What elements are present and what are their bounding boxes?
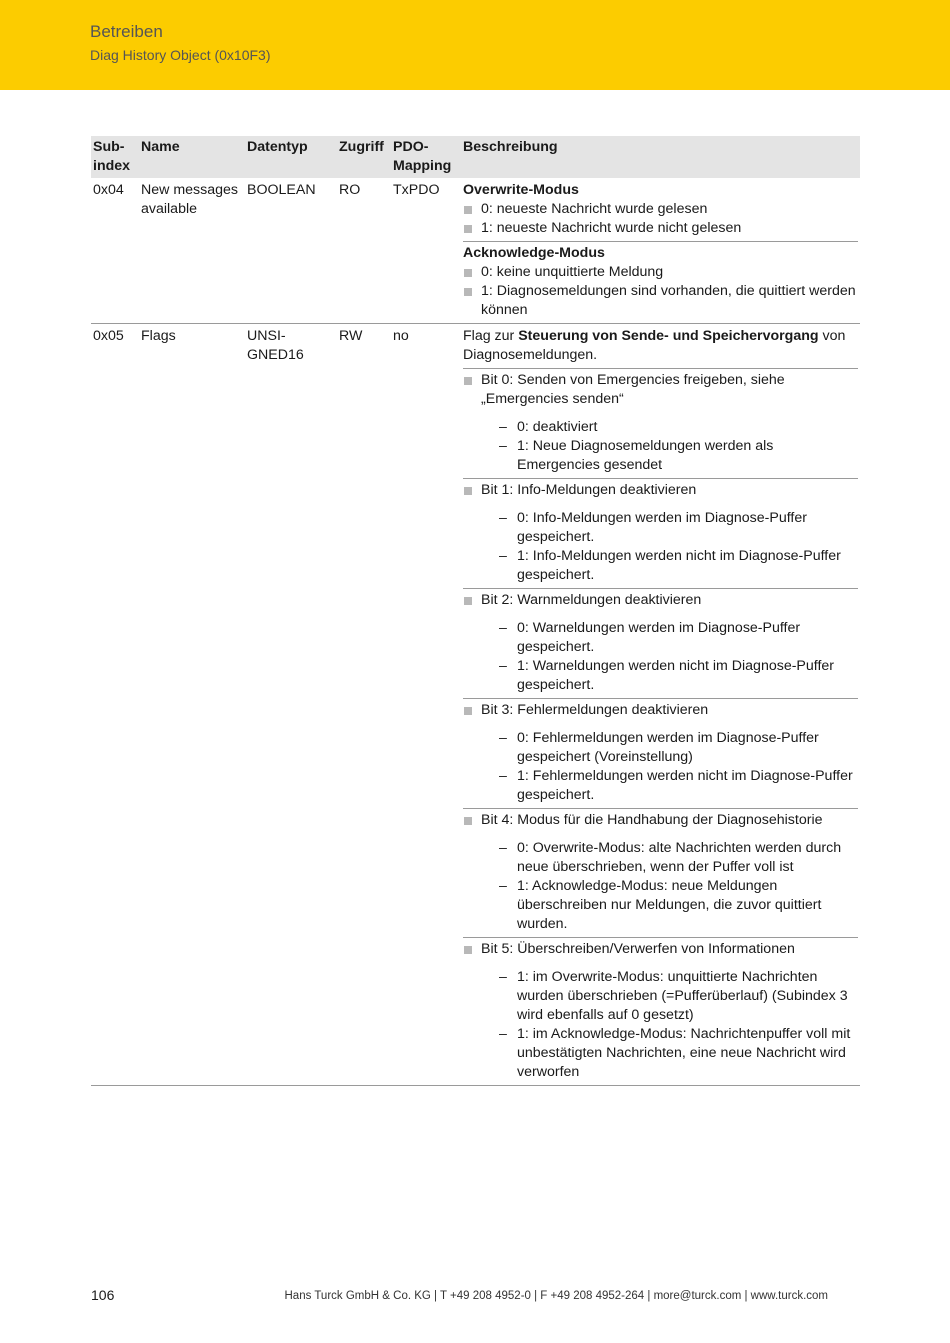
dash-bullet-icon: –	[499, 548, 507, 564]
sub-list-item: – 0: Overwrite-Modus: alte Nachrichten werden durch neue überschrieben, wenn der Puffer voll ist	[499, 840, 842, 875]
header-pdo-mapping: PDO-Mapping	[391, 136, 461, 178]
table-header-row	[91, 136, 860, 178]
list-item: Bit 4: Modus für die Handhabung der Diagnosehistorie	[463, 811, 858, 830]
sub-list-item: – 0: Fehlermeldungen werden im Diagnose-Puffer gespeichert (Voreinstellung)	[499, 730, 819, 765]
dash-bullet-icon: –	[499, 620, 507, 636]
sub-list-item: – 1: Acknowledge-Modus: neue Meldungen überschreiben nur Meldungen, die zuvor quittiert wurden.	[499, 878, 822, 932]
sub-list-item: – 0: Warneldungen werden im Diagnose-Puffer gespeichert.	[499, 620, 801, 655]
header-description: Beschreibung	[461, 136, 860, 178]
cell-name: New messages available	[139, 178, 245, 324]
sub-list-item: – 0: Info-Meldungen werden im Diagnose-Puffer gespeichert.	[499, 510, 807, 545]
desc-bit1	[463, 479, 858, 589]
table-row	[91, 178, 860, 324]
sub-list-item: – 1: im Acknowledge-Modus: Nachrichtenpuffer voll mit unbestätigten Nachrichten, eine neue Nachricht wird verworfen	[499, 1026, 851, 1080]
square-bullet-icon	[464, 377, 472, 385]
square-bullet-icon	[464, 288, 472, 296]
list-item: 0: neueste Nachricht wurde gelesen	[463, 200, 858, 219]
square-bullet-icon	[464, 817, 472, 825]
header-subindex: Sub-index	[91, 136, 139, 178]
list-item: Bit 0: Senden von Emergencies freigeben, siehe „Emergencies senden“	[463, 371, 858, 409]
square-bullet-icon	[464, 707, 472, 715]
list-item: 1: neueste Nachricht wurde nicht gelesen	[463, 219, 858, 238]
cell-pdo: TxPDO	[391, 178, 461, 324]
list-item: Bit 1: Info-Meldungen deaktivieren	[463, 481, 858, 500]
header-name: Name	[139, 136, 245, 178]
desc-intro: Flag zur Steuerung von Sende- und Speichervorgang von Diagnosemeldungen.	[463, 327, 858, 369]
block-heading: Acknowledge-Modus	[463, 245, 605, 261]
cell-subindex: 0x05	[91, 324, 139, 1086]
page-header	[0, 0, 950, 90]
sub-list-item: – 1: Warneldungen werden nicht im Diagnose-Puffer gespeichert.	[499, 658, 835, 693]
dash-bullet-icon: –	[499, 878, 507, 894]
cell-datatype: BOOLEAN	[245, 178, 337, 324]
dash-bullet-icon: –	[499, 1026, 507, 1042]
desc-bit3	[463, 699, 858, 809]
desc-bit2	[463, 589, 858, 699]
dash-bullet-icon: –	[499, 419, 507, 435]
page-number: 106	[91, 1287, 115, 1303]
list-item: 1: Diagnosemeldungen sind vorhanden, die quittiert werden können	[463, 282, 858, 320]
sub-list-item: – 1: Info-Meldungen werden nicht im Diagnose-Puffer gespeichert.	[499, 548, 841, 583]
sub-list-item: – 1: im Overwrite-Modus: unquittierte Nachrichten wurden überschrieben (=Pufferüberlauf) (Subindex 3 wird ebenfalls auf 0 gesetzt)	[499, 969, 848, 1023]
section-title: Diag History Object (0x10F3)	[90, 47, 271, 63]
desc-bit4	[463, 809, 858, 938]
cell-access: RO	[337, 178, 391, 324]
square-bullet-icon	[464, 206, 472, 214]
dash-bullet-icon: –	[499, 438, 507, 454]
desc-block-overwrite	[463, 181, 858, 242]
sub-list-item: – 1: Fehlermeldungen werden nicht im Diagnose-Puffer gespeichert.	[499, 768, 853, 803]
cell-name: Flags	[139, 324, 245, 1086]
desc-bit5	[463, 938, 858, 1085]
list-item: Bit 2: Warnmeldungen deaktivieren	[463, 591, 858, 610]
header-datatype: Datentyp	[245, 136, 337, 178]
block-heading: Overwrite-Modus	[463, 182, 579, 198]
cell-description	[461, 178, 860, 324]
square-bullet-icon	[464, 225, 472, 233]
cell-description	[461, 324, 860, 1086]
dash-bullet-icon: –	[499, 658, 507, 674]
dash-bullet-icon: –	[499, 768, 507, 784]
dash-bullet-icon: –	[499, 969, 507, 985]
cell-datatype: UNSI-GNED16	[245, 324, 337, 1086]
object-table	[91, 136, 860, 1086]
footer-address: Hans Turck GmbH & Co. KG | T +49 208 4952-0 | F +49 208 4952-264 | more@turck.com | www.turck.com	[284, 1290, 828, 1302]
list-item: 0: keine unquittierte Meldung	[463, 263, 858, 282]
chapter-title: Betreiben	[90, 22, 163, 41]
cell-subindex: 0x04	[91, 178, 139, 324]
dash-bullet-icon: –	[499, 730, 507, 746]
square-bullet-icon	[464, 597, 472, 605]
sub-list-item: – 0: deaktiviert	[499, 419, 598, 435]
sub-list-item: – 1: Neue Diagnosemeldungen werden als Emergencies gesendet	[499, 438, 774, 473]
dash-bullet-icon: –	[499, 510, 507, 526]
desc-block-acknowledge	[463, 242, 858, 323]
square-bullet-icon	[464, 946, 472, 954]
cell-pdo: no	[391, 324, 461, 1086]
table-row	[91, 324, 860, 1086]
list-item: Bit 5: Überschreiben/Verwerfen von Informationen	[463, 940, 858, 959]
cell-access: RW	[337, 324, 391, 1086]
header-access: Zugriff	[337, 136, 391, 178]
list-item: Bit 3: Fehlermeldungen deaktivieren	[463, 701, 858, 720]
dash-bullet-icon: –	[499, 840, 507, 856]
square-bullet-icon	[464, 487, 472, 495]
square-bullet-icon	[464, 269, 472, 277]
desc-bit0	[463, 369, 858, 479]
